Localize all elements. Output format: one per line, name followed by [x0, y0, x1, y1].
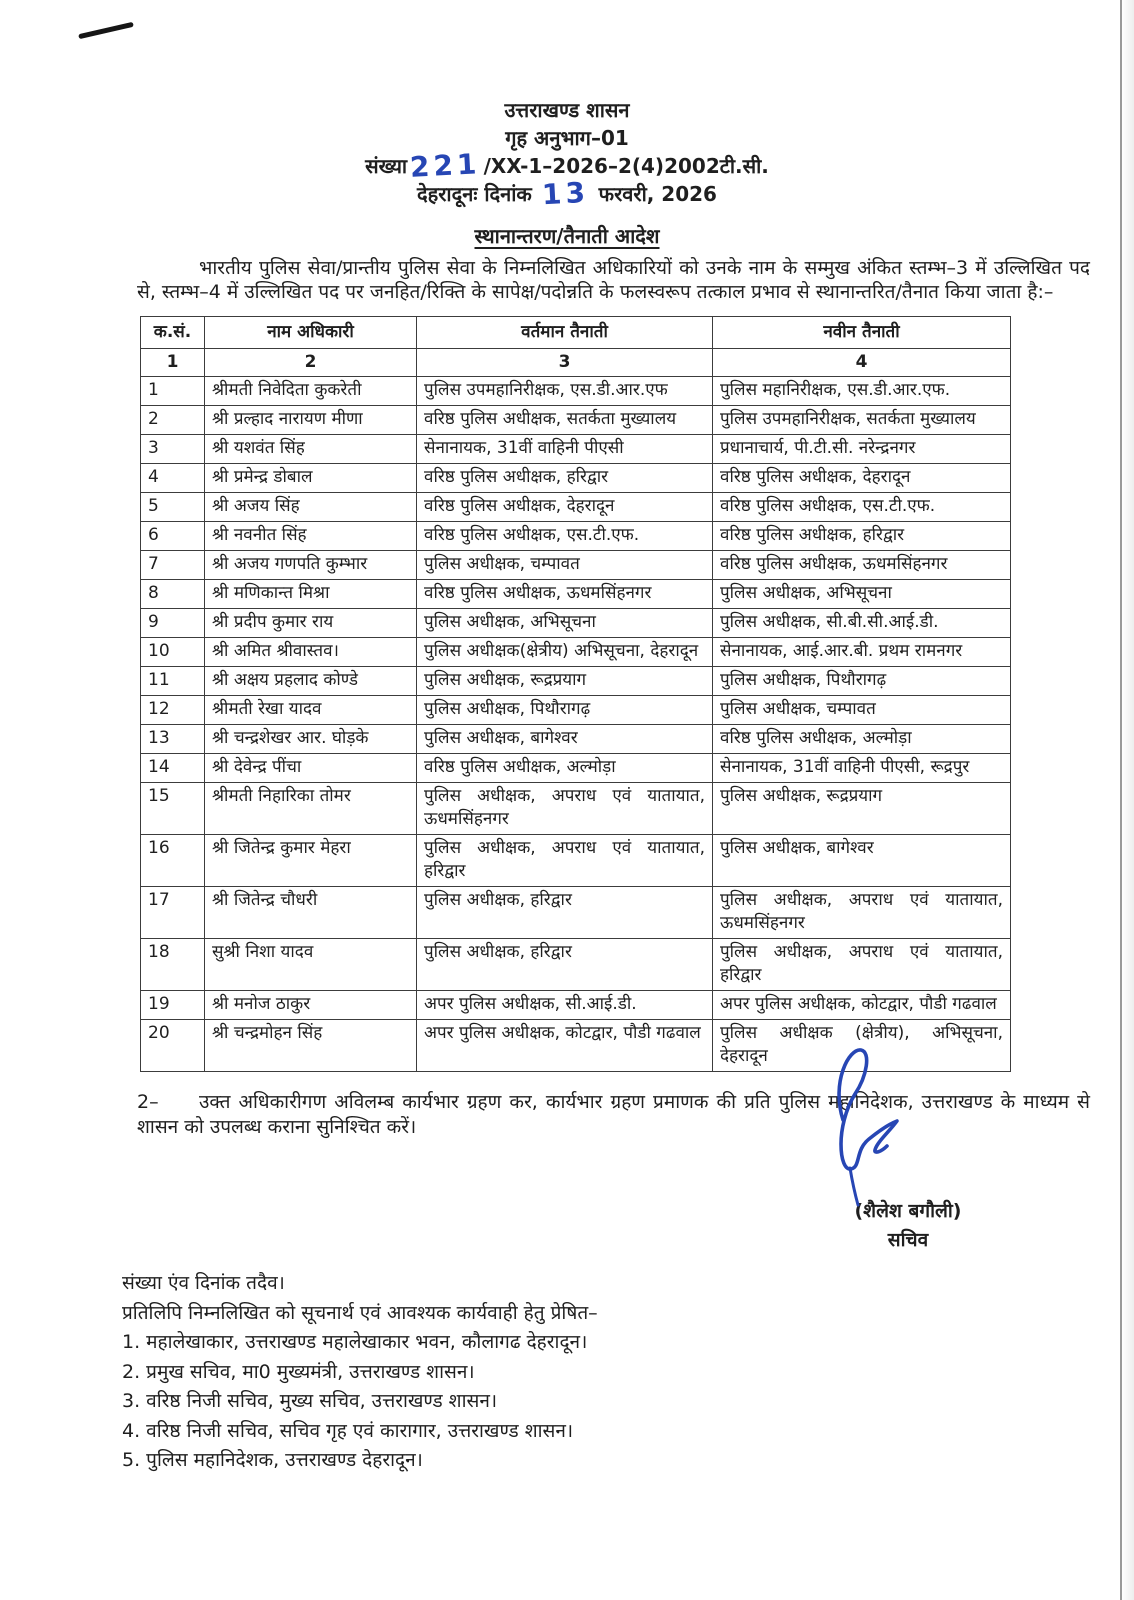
cell-new-posting: वरिष्ठ पुलिस अधीक्षक, देहरादून [713, 464, 1011, 493]
cell-officer-name: श्री प्रल्हाद नारायण मीणा [205, 406, 417, 435]
cell-officer-name: श्री जितेन्द्र चौधरी [205, 887, 417, 939]
intro-paragraph: भारतीय पुलिस सेवा/प्रान्तीय पुलिस सेवा के निम्नलिखित अधिकारियों को उनके नाम के सम्मुख अंकित स्तम्भ–3 में उल्लिखित पद से, स्तम्भ–4 में उल्लिखित पद पर जनहित/रिक्ति के सापेक्ष/पदोन्नति के फलस्वरूप तत्काल प्रभाव से स्थानान्तरित/तैनात किया जाता है:– [137, 257, 1090, 303]
table-row [141, 754, 1011, 783]
cell-current-posting: पुलिस अधीक्षक, अभिसूचना [417, 609, 713, 638]
cell-serial: 8 [141, 580, 205, 609]
cell-officer-name: श्री देवेन्द्र पींचा [205, 754, 417, 783]
page-edge-shadow [1120, 0, 1134, 1600]
handwritten-date: 13 [540, 175, 590, 212]
cell-serial: 7 [141, 551, 205, 580]
table-row [141, 551, 1011, 580]
cell-current-posting: पुलिस अधीक्षक, अपराध एवं यातायात, ऊधमसिंहनगर [417, 783, 713, 835]
table-header-row [141, 317, 1011, 349]
cell-new-posting: अपर पुलिस अधीक्षक, कोटद्वार, पौडी गढवाल [713, 991, 1011, 1020]
header-new-posting: नवीन तैनाती [713, 317, 1011, 349]
header-serial: क.सं. [141, 317, 205, 349]
cell-serial: 1 [141, 377, 205, 406]
instruction-paragraph [137, 1090, 1090, 1139]
table-row [141, 887, 1011, 939]
cell-new-posting: वरिष्ठ पुलिस अधीक्षक, ऊधमसिंहनगर [713, 551, 1011, 580]
cell-new-posting: पुलिस अधीक्षक, पिथौरागढ़ [713, 667, 1011, 696]
document-title: स्थानान्तरण/तैनाती आदेश [474, 224, 660, 248]
cell-serial: 19 [141, 991, 205, 1020]
cell-officer-name: श्री अमित श्रीवास्तव। [205, 638, 417, 667]
table-row [141, 406, 1011, 435]
cell-new-posting: सेनानायक, 31वीं वाहिनी पीएसी, रूद्रपुर [713, 754, 1011, 783]
distribution-block [122, 1269, 1094, 1476]
column-number-4: 4 [713, 349, 1011, 377]
cell-new-posting: पुलिस अधीक्षक, अभिसूचना [713, 580, 1011, 609]
date-line [0, 175, 1134, 212]
cell-officer-name: श्री नवनीत सिंह [205, 522, 417, 551]
table-row [141, 696, 1011, 725]
cell-current-posting: पुलिस अधीक्षक, पिथौरागढ़ [417, 696, 713, 725]
cell-officer-name: श्री अक्षय प्रहलाद कोण्डे [205, 667, 417, 696]
cell-officer-name: श्री चन्द्रमोहन सिंह [205, 1020, 417, 1072]
cell-current-posting: वरिष्ठ पुलिस अधीक्षक, ऊधमसिंहनगर [417, 580, 713, 609]
cell-current-posting: पुलिस अधीक्षक, चम्पावत [417, 551, 713, 580]
cell-officer-name: श्रीमती निवेदिता कुकरेती [205, 377, 417, 406]
cell-new-posting: पुलिस अधीक्षक, चम्पावत [713, 696, 1011, 725]
letter-number-prefix: संख्या [365, 154, 408, 178]
cell-current-posting: वरिष्ठ पुलिस अधीक्षक, सतर्कता मुख्यालय [417, 406, 713, 435]
cell-new-posting: पुलिस अधीक्षक, अपराध एवं यातायात, ऊधमसिंहनगर [713, 887, 1011, 939]
copy-forward-line: प्रतिलिपि निम्नलिखित को सूचनार्थ एवं आवश्यक कार्यवाही हेतु प्रेषित– [122, 1301, 598, 1324]
government-name: उत्तराखण्ड शासन [504, 98, 630, 122]
column-number-row [141, 349, 1011, 377]
cell-current-posting: पुलिस अधीक्षक, रूद्रप्रयाग [417, 667, 713, 696]
cell-serial: 6 [141, 522, 205, 551]
cell-serial: 5 [141, 493, 205, 522]
cell-officer-name: श्रीमती निहारिका तोमर [205, 783, 417, 835]
table-row [141, 435, 1011, 464]
cell-new-posting: पुलिस अधीक्षक (क्षेत्रीय), अभिसूचना, देहरादून [713, 1020, 1011, 1072]
paragraph-number: 2– [137, 1091, 159, 1113]
table-row [141, 783, 1011, 835]
cell-serial: 3 [141, 435, 205, 464]
cell-new-posting: पुलिस उपमहानिरीक्षक, सतर्कता मुख्यालय [713, 406, 1011, 435]
cell-serial: 17 [141, 887, 205, 939]
signature-block [818, 1197, 998, 1255]
cell-current-posting: पुलिस अधीक्षक(क्षेत्रीय) अभिसूचना, देहरादून [417, 638, 713, 667]
document-header [0, 0, 1134, 212]
handwritten-letter-number: 221 [409, 147, 482, 184]
department-section: गृह अनुभाग–01 [505, 126, 629, 150]
instruction-text: उक्त अधिकारीगण अविलम्ब कार्यभार ग्रहण कर, कार्यभार ग्रहण प्रमाणक की प्रति पुलिस महानिदेशक, उत्तराखण्ड के माध्यम से शासन को उपलब्ध कराना सुनिश्चित करें। [137, 1091, 1090, 1138]
cell-new-posting: सेनानायक, आई.आर.बी. प्रथम रामनगर [713, 638, 1011, 667]
cell-current-posting: वरिष्ठ पुलिस अधीक्षक, हरिद्वार [417, 464, 713, 493]
table-row [141, 835, 1011, 887]
same-number-line: संख्या एंव दिनांक तदैव। [122, 1272, 285, 1294]
cell-current-posting: पुलिस उपमहानिरीक्षक, एस.डी.आर.एफ [417, 377, 713, 406]
cell-new-posting: पुलिस अधीक्षक, बागेश्वर [713, 835, 1011, 887]
cell-serial: 2 [141, 406, 205, 435]
date-prefix: देहरादूनः दिनांक [417, 182, 532, 206]
distribution-item: 4. वरिष्ठ निजी सचिव, सचिव गृह एवं कारागार, उत्तराखण्ड शासन। [122, 1419, 574, 1442]
cell-new-posting: वरिष्ठ पुलिस अधीक्षक, एस.टी.एफ. [713, 493, 1011, 522]
cell-current-posting: पुलिस अधीक्षक, हरिद्वार [417, 887, 713, 939]
cell-officer-name: सुश्री निशा यादव [205, 939, 417, 991]
cell-serial: 18 [141, 939, 205, 991]
cell-officer-name: श्रीमती रेखा यादव [205, 696, 417, 725]
cell-current-posting: अपर पुलिस अधीक्षक, कोटद्वार, पौडी गढवाल [417, 1020, 713, 1072]
cell-serial: 4 [141, 464, 205, 493]
cell-officer-name: श्री मनोज ठाकुर [205, 991, 417, 1020]
distribution-list [122, 1328, 1094, 1476]
cell-current-posting: पुलिस अधीक्षक, बागेश्वर [417, 725, 713, 754]
cell-officer-name: श्री यशवंत सिंह [205, 435, 417, 464]
cell-new-posting: वरिष्ठ पुलिस अधीक्षक, अल्मोड़ा [713, 725, 1011, 754]
table-row [141, 464, 1011, 493]
transfer-table [140, 316, 1011, 1072]
distribution-item: 3. वरिष्ठ निजी सचिव, मुख्य सचिव, उत्तराखण्ड शासन। [122, 1390, 498, 1412]
cell-current-posting: अपर पुलिस अधीक्षक, सी.आई.डी. [417, 991, 713, 1020]
cell-current-posting: पुलिस अधीक्षक, अपराध एवं यातायात, हरिद्वार [417, 835, 713, 887]
column-number-2: 2 [205, 349, 417, 377]
letter-number-line [0, 147, 1134, 184]
table-row [141, 991, 1011, 1020]
cell-serial: 9 [141, 609, 205, 638]
table-row [141, 609, 1011, 638]
table-row [141, 1020, 1011, 1072]
cell-serial: 16 [141, 835, 205, 887]
cell-officer-name: श्री प्रदीप कुमार राय [205, 609, 417, 638]
cell-serial: 15 [141, 783, 205, 835]
cell-current-posting: पुलिस अधीक्षक, हरिद्वार [417, 939, 713, 991]
table-row [141, 580, 1011, 609]
column-number-1: 1 [141, 349, 205, 377]
cell-new-posting: पुलिस महानिरीक्षक, एस.डी.आर.एफ. [713, 377, 1011, 406]
signatory-designation: सचिव [887, 1229, 929, 1251]
table-row [141, 522, 1011, 551]
cell-officer-name: श्री मणिकान्त मिश्रा [205, 580, 417, 609]
cell-officer-name: श्री चन्द्रशेखर आर. घोड़के [205, 725, 417, 754]
cell-new-posting: पुलिस अधीक्षक, सी.बी.सी.आई.डी. [713, 609, 1011, 638]
cell-new-posting: पुलिस अधीक्षक, अपराध एवं यातायात, हरिद्वार [713, 939, 1011, 991]
cell-serial: 10 [141, 638, 205, 667]
cell-current-posting: वरिष्ठ पुलिस अधीक्षक, देहरादून [417, 493, 713, 522]
table-row [141, 725, 1011, 754]
column-number-3: 3 [417, 349, 713, 377]
table-row [141, 377, 1011, 406]
table-row [141, 939, 1011, 991]
table-row [141, 493, 1011, 522]
cell-officer-name: श्री प्रमेन्द्र डोबाल [205, 464, 417, 493]
cell-serial: 20 [141, 1020, 205, 1072]
cell-serial: 13 [141, 725, 205, 754]
cell-current-posting: वरिष्ठ पुलिस अधीक्षक, अल्मोड़ा [417, 754, 713, 783]
table-row [141, 667, 1011, 696]
distribution-item: 5. पुलिस महानिदेशक, उत्तराखण्ड देहरादून। [122, 1449, 423, 1471]
cell-officer-name: श्री अजय गणपति कुम्भार [205, 551, 417, 580]
cell-serial: 11 [141, 667, 205, 696]
distribution-item: 1. महालेखाकार, उत्तराखण्ड महालेखाकार भवन, कौलागढ देहरादून। [122, 1331, 588, 1353]
distribution-item: 2. प्रमुख सचिव, मा0 मुख्यमंत्री, उत्तराखण्ड शासन। [122, 1360, 475, 1383]
table-row [141, 638, 1011, 667]
cell-serial: 14 [141, 754, 205, 783]
header-officer-name: नाम अधिकारी [205, 317, 417, 349]
cell-current-posting: वरिष्ठ पुलिस अधीक्षक, एस.टी.एफ. [417, 522, 713, 551]
signatory-name: (शैलेश बगौली) [854, 1200, 962, 1222]
cell-officer-name: श्री अजय सिंह [205, 493, 417, 522]
date-suffix: फरवरी, 2026 [598, 182, 717, 206]
transfer-table-body [141, 377, 1011, 1072]
cell-current-posting: सेनानायक, 31वीं वाहिनी पीएसी [417, 435, 713, 464]
cell-new-posting: वरिष्ठ पुलिस अधीक्षक, हरिद्वार [713, 522, 1011, 551]
cell-new-posting: प्रधानाचार्य, पी.टी.सी. नरेन्द्रनगर [713, 435, 1011, 464]
cell-officer-name: श्री जितेन्द्र कुमार मेहरा [205, 835, 417, 887]
cell-new-posting: पुलिस अधीक्षक, रूद्रप्रयाग [713, 783, 1011, 835]
cell-serial: 12 [141, 696, 205, 725]
header-current-posting: वर्तमान तैनाती [417, 317, 713, 349]
letter-number-suffix: /XX-1–2026–2(4)2002टी.सी. [483, 154, 769, 178]
